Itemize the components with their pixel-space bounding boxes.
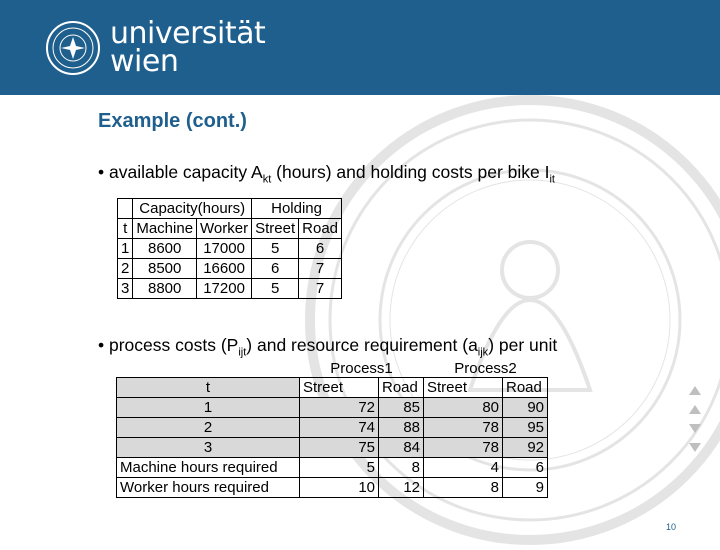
table-row xyxy=(117,478,548,498)
table-cell: 84 xyxy=(379,438,424,458)
table-cell: 95 xyxy=(503,418,548,438)
table2-group-header: Process1 xyxy=(330,360,393,377)
bullet2-sub2: ijk xyxy=(477,346,489,359)
table-cell: 12 xyxy=(379,478,424,498)
table-cell: 6 xyxy=(503,458,548,478)
bullet2-text-after: ) per unit xyxy=(488,335,558,355)
table1-column-header: Worker xyxy=(197,219,252,239)
table-row xyxy=(117,398,548,418)
university-seal-icon xyxy=(45,20,101,76)
table-cell: 88 xyxy=(379,418,424,438)
table1-group-header: Holding xyxy=(252,199,342,219)
table-cell: 17000 xyxy=(197,239,252,259)
table1-header-row xyxy=(118,219,342,239)
nav-first-icon[interactable] xyxy=(689,386,701,395)
slide-title: Example (cont.) xyxy=(98,110,247,132)
table2-column-header: Road xyxy=(379,378,424,398)
bullet2-sub1: ijt xyxy=(238,346,247,359)
bullet2-text-before: • process costs (P xyxy=(98,335,239,355)
bullet1-sub2: it xyxy=(549,173,555,186)
page-number: 10 xyxy=(666,522,677,532)
table-cell: 75 xyxy=(300,438,379,458)
table-cell: 8800 xyxy=(133,279,197,299)
table-cell: 78 xyxy=(424,438,503,458)
header-bar xyxy=(0,0,720,95)
table-cell: 8 xyxy=(424,478,503,498)
table2-group-header: Process2 xyxy=(454,360,517,377)
table-cell: 6 xyxy=(299,239,342,259)
bullet1-text-middle: (hours) and holding costs per bike I xyxy=(271,162,550,182)
table-cell: 2 xyxy=(118,259,133,279)
table-row xyxy=(117,418,548,438)
table-cell: 7 xyxy=(299,279,342,299)
table2-column-header: Road xyxy=(503,378,548,398)
slide-navigation xyxy=(688,386,702,462)
table1-column-header: t xyxy=(118,219,133,239)
table-cell: 1 xyxy=(118,239,133,259)
table-cell: 4 xyxy=(424,458,503,478)
bullet-process-costs xyxy=(98,335,557,359)
table-cell: 5 xyxy=(300,458,379,478)
table-cell: 80 xyxy=(424,398,503,418)
table-cell: 72 xyxy=(300,398,379,418)
table1-column-header: Street xyxy=(252,219,299,239)
table-cell: 92 xyxy=(503,438,548,458)
table-cell: 3 xyxy=(118,279,133,299)
table1-column-header: Machine xyxy=(133,219,197,239)
table-cell: Machine hours required xyxy=(117,458,300,478)
table-cell: 85 xyxy=(379,398,424,418)
table-cell: 74 xyxy=(300,418,379,438)
table-row xyxy=(118,259,342,279)
logo-line2: wien xyxy=(110,44,179,79)
nav-next-icon[interactable] xyxy=(689,424,701,433)
table-cell: 9 xyxy=(503,478,548,498)
table-cell: Worker hours required xyxy=(117,478,300,498)
logo-line1: universität xyxy=(110,16,266,51)
table-cell: 90 xyxy=(503,398,548,418)
table-row xyxy=(117,438,548,458)
table-cell: 3 xyxy=(117,438,300,458)
table-cell: 5 xyxy=(252,239,299,259)
table-cell: 10 xyxy=(300,478,379,498)
table1-blank-cell xyxy=(118,199,133,219)
table-row xyxy=(118,279,342,299)
table-cell: 17200 xyxy=(197,279,252,299)
table2-column-header: Street xyxy=(424,378,503,398)
bullet2-text-middle: ) and resource requirement (a xyxy=(246,335,478,355)
table-row xyxy=(117,458,548,478)
table-row xyxy=(118,239,342,259)
table-cell: 16600 xyxy=(197,259,252,279)
table-cell: 1 xyxy=(117,398,300,418)
table-cell: 8 xyxy=(379,458,424,478)
table-cell: 8500 xyxy=(133,259,197,279)
bullet-capacity xyxy=(98,162,555,186)
bullet1-sub1: kt xyxy=(262,173,272,186)
table2-group-header-row xyxy=(117,360,548,378)
table1-column-header: Road xyxy=(299,219,342,239)
table2-column-header: t xyxy=(117,378,300,398)
table2-column-header: Street xyxy=(300,378,379,398)
table2-header-row xyxy=(117,378,548,398)
table1-group-header: Capacity(hours) xyxy=(133,199,252,219)
nav-prev-icon[interactable] xyxy=(689,405,701,414)
process-costs-table xyxy=(116,360,548,498)
table-cell: 6 xyxy=(252,259,299,279)
table-cell: 2 xyxy=(117,418,300,438)
table-cell: 8600 xyxy=(133,239,197,259)
university-logo-text xyxy=(110,16,266,79)
table-cell: 7 xyxy=(299,259,342,279)
table-cell: 78 xyxy=(424,418,503,438)
table2-blank-cell xyxy=(117,360,300,378)
bullet1-text-before: • available capacity A xyxy=(98,162,263,182)
capacity-holding-table xyxy=(117,198,342,299)
nav-last-icon[interactable] xyxy=(689,443,701,452)
table-cell: 5 xyxy=(252,279,299,299)
table1-group-header-row xyxy=(118,199,342,219)
